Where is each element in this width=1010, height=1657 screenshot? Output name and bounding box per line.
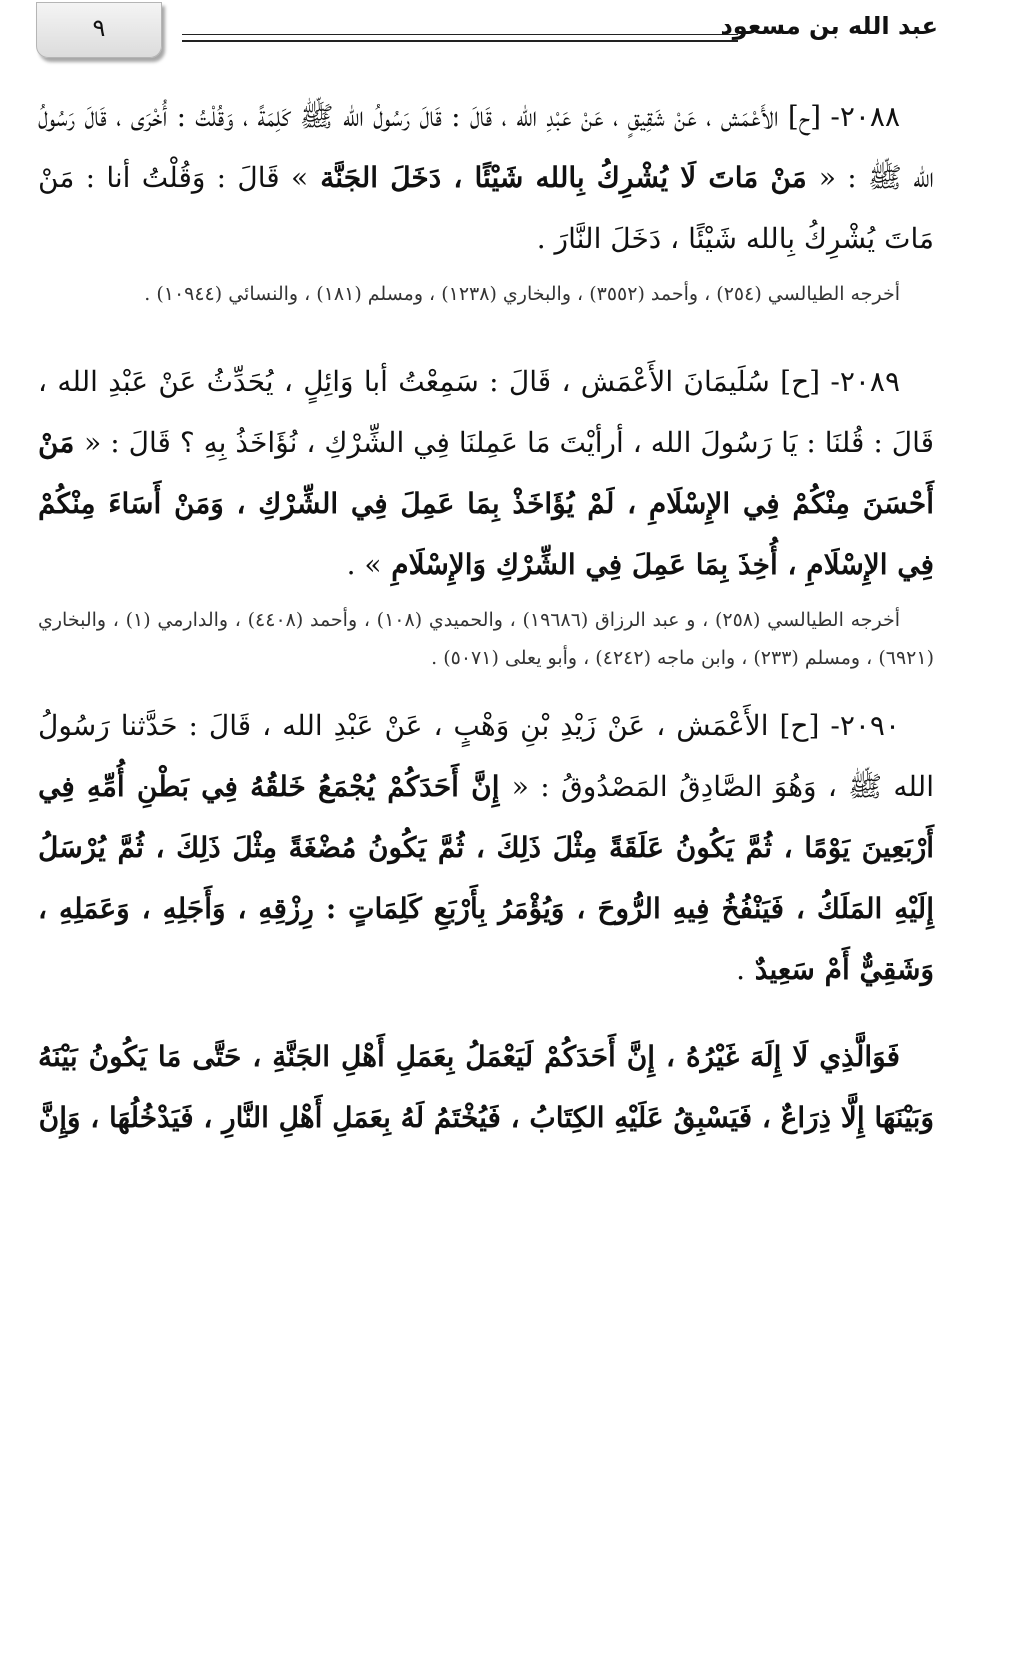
hadith-2089: [38, 351, 934, 595]
spacer: [38, 313, 934, 351]
running-title: عبد الله بن مسعود: [720, 12, 938, 40]
hadith-2088-prophetic-text: مَنْ مَاتَ لَا يُشْرِكُ بِالله شَيْئًا ، دَخَلَ الجَنَّة: [308, 161, 819, 194]
takhrij-2089: أخرجه الطيالسي (٢٥٨) ، و عبد الرزاق (١٩٦٨٦) ، والحميدي (١٠٨) ، وأحمد (٤٤٠٨) ، والدارمي (١) ، والبخاري (٦٩٢١) ، ومسلم (٢٣٣) ، وابن ماجه (٤٢٤٢) ، وأبو يعلى (٥٠٧١) .: [38, 609, 934, 669]
takhrij-2088: أخرجه الطيالسي (٢٥٤) ، وأحمد (٣٥٥٢) ، والبخاري (١٢٣٨) ، ومسلم (١٨١) ، والنسائي (١٠٩٤٤) .: [144, 283, 900, 305]
page-header: [36, 0, 938, 66]
hadith-2090-prophetic-text: إِنَّ أَحَدَكُمْ يُجْمَعُ خَلقُهُ فِي بَطْنِ أُمِّهِ فِي أَرْبَعِينَ يَوْمًا ، ثُمَّ يَكُونُ عَلَقَةً مِثْلَ ذَلِكَ ، ثُمَّ يَكُونُ مُضْغَةً مِثْلَ ذَلِكَ ، ثُمَّ يُرْسَلُ إِلَيْهِ المَلَكُ ، فَيَنْفُخُ فِيهِ الرُّوحَ ، وَيُؤْمَرُ بِأَرْبَعِ كَلِمَاتٍ : رِزْقِهِ ، وَأَجَلِهِ ، وَعَمَلِهِ ، وَشَقِيٌّ أَمْ سَعِيدٌ: [38, 770, 934, 986]
hadith-2090-continuation-text: فَوَالَّذِي لَا إِلَهَ غَيْرُهُ ، إِنَّ أَحَدَكُمْ لَيَعْمَلُ بِعَمَلِ أَهْلِ الجَنَّةِ ، حَتَّى مَا يَكُونُ بَيْنَهُ وَبَيْنَهَا إِلَّا ذِرَاعٌ ، فَيَسْبِقُ عَلَيْهِ الكِتَابُ ، فَيُخْتَمُ لَهُ بِعَمَلِ أَهْلِ النَّارِ ، فَيَدْخُلُهَا ، وَإِنَّ: [38, 1040, 934, 1134]
hadith-2088-tail: » قَالَ : وَقُلْتُ أنا : مَنْ مَاتَ يُشْرِكُ بِالله شَيْئًا ، دَخَلَ النَّارَ .: [38, 161, 934, 255]
header-rule: [182, 34, 738, 42]
hadith-2090: [38, 695, 934, 1000]
hadith-2089-lead: ٢٠٨٩- [ح] سُلَيمَانَ الأَعْمَش ، قَالَ : سَمِعْتُ أبا وَائِلٍ ، يُحَدِّثُ عَنْ عَبْدِ الله ، قَالَ : قُلنَا : يَا رَسُولَ الله ، أرأيْتَ مَا عَمِلنَا فِي الشِّرْكِ ، نُؤَاخَذُ بِهِ ؟ قَالَ : «: [38, 365, 935, 459]
hadith-2090-lead: ٢٠٩٠- [ح] الأَعْمَش ، عَنْ زَيْدِ بْنِ وَهْبٍ ، عَنْ عَبْدِ الله ، قَالَ : حَدَّثنا رَسُولُ الله ﷺ ، وَهُوَ الصَّادِقُ المَصْدُوقُ : «: [38, 709, 934, 803]
page-body: [38, 86, 934, 1148]
hadith-2088-lead: ٢٠٨٨- [ح] الأَعْمَش ، عَنْ شَقِيقٍ ، عَنْ عَبْدِ الله ، قَالَ : قَالَ رَسُولُ الله ﷺ كَلِمَةً ، وَقُلْتُ : أُخْرَى ، قَالَ رَسُولُ الله ﷺ : «: [38, 100, 935, 194]
hadith-2088: [38, 86, 934, 269]
page-number: ٩: [36, 2, 162, 58]
hadith-2089-tail: » .: [346, 548, 382, 581]
hadith-2089-prophetic-text: مَنْ أَحْسَنَ مِنْكُمْ فِي الإِسْلَامِ ، لَمْ يُؤَاخَذْ بِمَا عَمِلَ فِي الشِّرْكِ ، وَمَنْ أَسَاءَ مِنْكُمْ فِي الإِسْلَامِ ، أُخِذَ بِمَا عَمِلَ فِي الشِّرْكِ وَالإِسْلَامِ: [38, 426, 934, 581]
hadith-2090-tail: .: [736, 953, 746, 986]
spacer: [38, 1000, 934, 1026]
hadith-2090-continuation: [38, 1026, 934, 1148]
spacer: [38, 677, 934, 695]
